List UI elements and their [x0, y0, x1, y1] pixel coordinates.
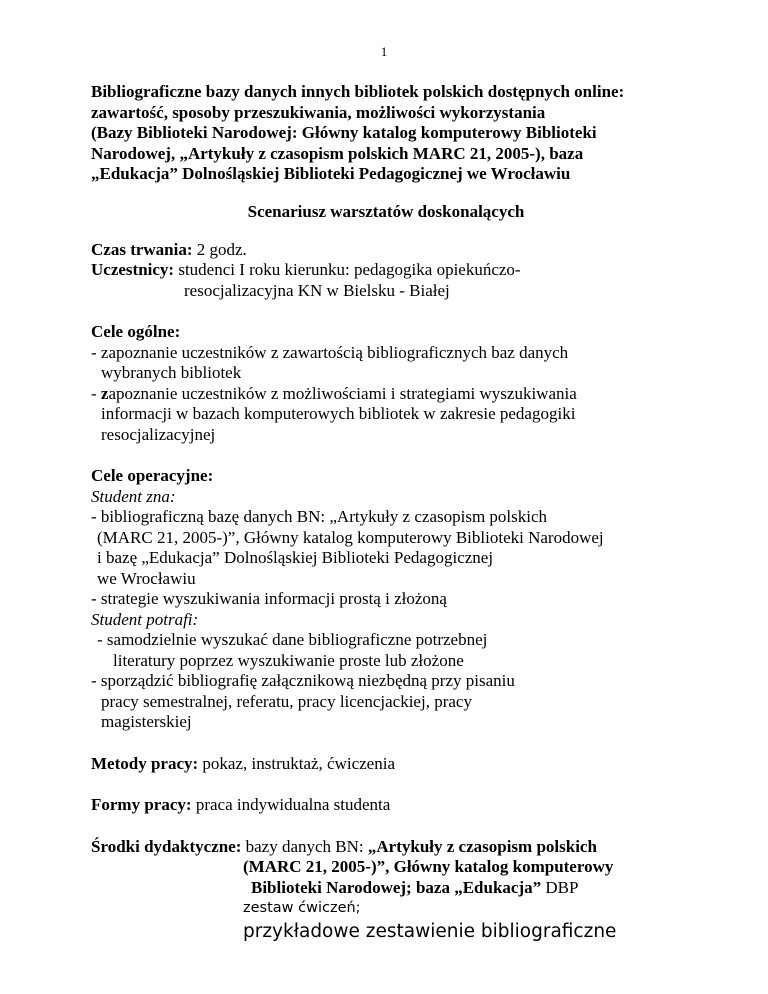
- bold-letter: z: [100, 383, 109, 403]
- metody-label: Metody pracy:: [91, 753, 199, 773]
- formy-pracy: [91, 795, 681, 816]
- czas-trwania: [91, 240, 681, 261]
- uczestnicy-continuation: resocjalizacyjna KN w Bielsku - Białej: [184, 280, 450, 300]
- title-line: Bibliograficzne bazy danych innych bibliotek polskich dostępnych online:: [91, 82, 625, 101]
- srodki-text: DBP: [541, 877, 579, 897]
- uczestnicy-value: studenci I roku kierunku: pedagogika opiekuńczo-: [174, 260, 521, 279]
- srodki-bold-text: Biblioteki Narodowej; baza „Edukacja”: [251, 877, 542, 897]
- uczestnicy: [91, 260, 681, 281]
- formy-value: praca indywidualna studenta: [191, 795, 391, 814]
- metody-value: pokaz, instruktaż, ćwiczenia: [198, 753, 395, 773]
- potrafi-item: - samodzielnie wyszukać dane bibliograficzne potrzebnej: [97, 630, 488, 649]
- item-text: apoznanie uczestników z możliwościami i strategiami wyszukiwania: [108, 383, 577, 403]
- potrafi-item: - sporządzić bibliografię załącznikową niezbędną przy pisaniu: [91, 671, 515, 690]
- cele-ogolne-item-cont: resocjalizacyjnej: [101, 424, 216, 444]
- zna-item-cont: we Wrocławiu: [97, 568, 196, 588]
- metody-pracy: [91, 754, 681, 775]
- srodki-label: Środki dydaktyczne:: [91, 836, 242, 856]
- cele-ogolne-item-cont: wybranych bibliotek: [101, 363, 242, 382]
- document-subtitle: Scenariusz warsztatów doskonalących: [247, 201, 525, 221]
- srodki-cont: zestaw ćwiczeń;: [243, 900, 361, 916]
- czas-label: Czas trwania:: [91, 239, 193, 259]
- title-line: Narodowej, „Artykuły z czasopism polskich MARC 21, 2005-), baza: [91, 143, 584, 163]
- srodki-dydaktyczne: [91, 837, 681, 858]
- page-number: 1: [380, 44, 388, 59]
- zna-item: - strategie wyszukiwania informacji prostą i złożoną: [91, 589, 447, 608]
- srodki-cont: [91, 878, 681, 899]
- title-line: zawartość, sposoby przeszukiwania, możliwości wykorzystania: [91, 102, 546, 122]
- student-potrafi: Student potrafi:: [91, 609, 199, 629]
- formy-label: Formy pracy:: [91, 795, 192, 814]
- srodki-text: bazy danych BN:: [241, 836, 368, 856]
- cele-ogolne-heading: Cele ogólne:: [91, 322, 181, 341]
- potrafi-item-cont: magisterskiej: [101, 712, 192, 731]
- srodki-bold-text: „Artykuły z czasopism polskich: [367, 836, 597, 856]
- potrafi-item-cont: literatury poprzez wyszukiwanie proste lub złożone: [113, 650, 464, 670]
- srodki-cont: przykładowe zestawienie bibliograficzne: [243, 920, 617, 942]
- title-line: „Edukacja” Dolnośląskiej Biblioteki Pedagogicznej we Wrocławiu: [91, 164, 571, 183]
- uczestnicy-label: Uczestnicy:: [91, 260, 175, 279]
- srodki-cont: (MARC 21, 2005-)”, Główny katalog komputerowy: [243, 857, 614, 876]
- czas-value: 2 godz.: [192, 239, 247, 259]
- dash: -: [91, 383, 101, 403]
- potrafi-item-cont: pracy semestralnej, referatu, pracy licencjackiej, pracy: [101, 691, 472, 711]
- student-zna: Student zna:: [91, 486, 176, 506]
- zna-item-cont: (MARC 21, 2005-)”, Główny katalog komputerowy Biblioteki Narodowej: [97, 527, 604, 547]
- document-title: [91, 82, 681, 185]
- document-content: [91, 82, 681, 945]
- cele-ogolne-item: [91, 384, 681, 405]
- zna-item: - bibliograficzną bazę danych BN: „Artykuły z czasopism polskich: [91, 507, 548, 526]
- cele-ogolne-item-cont: informacji w bazach komputerowych bibliotek w zakresie pedagogiki: [101, 404, 576, 423]
- cele-ogolne-item: - zapoznanie uczestników z zawartością bibliograficznych baz danych: [91, 342, 569, 362]
- zna-item-cont: i bazę „Edukacja” Dolnośląskiej Biblioteki Pedagogicznej: [97, 548, 494, 567]
- title-line: (Bazy Biblioteki Narodowej: Główny katalog komputerowy Biblioteki: [91, 123, 597, 142]
- cele-operacyjne-heading: Cele operacyjne:: [91, 466, 214, 485]
